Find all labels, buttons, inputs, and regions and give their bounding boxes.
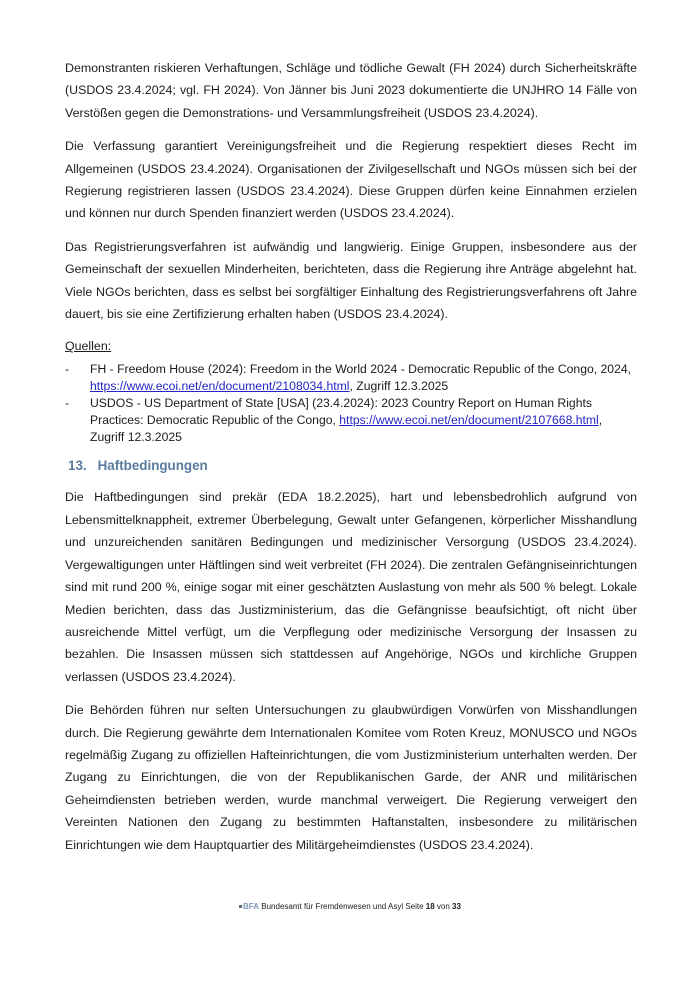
source-link[interactable]: https://www.ecoi.net/en/document/2108034.html: [90, 379, 350, 394]
document-body: [65, 57, 637, 867]
source-citation: [90, 361, 637, 395]
sources-list: [65, 361, 637, 446]
section-heading-haftbedingungen: [68, 456, 637, 476]
footer-page-label: Seite: [405, 902, 426, 911]
list-bullet: -: [65, 396, 70, 411]
paragraph-detention-conditions: Die Haftbedingungen sind prekär (EDA 18.2.2025), hart und lebensbedrohlich aufgrund von Lebensmittelknappheit, extremer Überbelegung, Gewalt unter Gefangenen, körperlicher Misshandlung und unzureichenden sanitären Bedingungen und medizinischer Versorgung (USDOS 23.4.2024). Vergewaltigungen unter Häftlingen sind weit verbreitet (FH 2024). Die zentralen Gefängniseinrichtungen sind mit rund 200 %, einige sogar mit einer geschätzten Auslastung von mehr als 500 % belegt. Lokale Medien berichten, dass das Justizministerium, das die Gefängnisse beaufsichtigt, oft nicht über ausreichende Mittel verfügt, um die Verpflegung oder medizinische Versorgung der Insassen zu bezahlen. Die Insassen müssen sich stattdessen auf Angehörige, NGOs und kirchliche Gruppen verlassen (USDOS 23.4.2024).: [65, 490, 637, 684]
sources-section: [65, 336, 637, 446]
paragraph-authorities-access: Die Behörden führen nur selten Untersuchungen zu glaubwürdigen Vorwürfen von Misshandlungen durch. Die Regierung gewährte dem Internationalen Komitee vom Roten Kreuz, MONUSCO und NGOs regelmäßig Zugang zu offiziellen Hafteinrichtungen, die vom Justizministerium unterhalten werden. Der Zugang zu Einrichtungen, die von der Republikanischen Garde, der ANR und militärischen Geheimdiensten betrieben werden, wurde manchmal verweigert. Die Regierung verweigert den Vereinten Nationen den Zugang zu bestimmten Haftanstalten, insbesondere zu militärischen Einrichtungen wie dem Hauptquartier des Militärgeheimdienstes (USDOS 23.4.2024).: [65, 703, 637, 852]
footer-of-label: von: [434, 902, 453, 911]
bfa-logo-text: BFA: [243, 902, 260, 911]
paragraph-registration: Das Registrierungsverfahren ist aufwändig und langwierig. Einige Gruppen, insbesondere aus der Gemeinschaft der sexuellen Minderheiten, berichteten, dass die Regierung ihre Anträge abgelehnt hat. Viele NGOs berichten, dass es selbst bei sorgfältiger Einhaltung des Registrierungsverfahrens oft Jahre dauert, bis sie eine Zertifizierung erhalten haben (USDOS 23.4.2024).: [65, 239, 637, 322]
list-item-source-fh: [65, 361, 637, 395]
footer-page-total: 33: [452, 902, 461, 911]
source-link[interactable]: https://www.ecoi.net/en/document/2107668.html: [339, 413, 599, 428]
source-citation-text: USDOS - US Department of State [USA] (23.4.2024): 2023 Country Report on Human Rights Practices: Democratic Republic of the Congo,: [90, 396, 592, 428]
source-citation-text: FH - Freedom House (2024): Freedom in the World 2024 - Democratic Republic of the Congo, 2024,: [90, 362, 632, 377]
source-citation: [90, 395, 637, 446]
list-bullet: -: [65, 362, 70, 377]
section-number: 13.: [68, 458, 87, 474]
source-access-date: , Zugriff 12.3.2025: [349, 379, 449, 394]
bfa-logo-icon: [239, 905, 242, 908]
paragraph-association-freedom: Die Verfassung garantiert Vereinigungsfreiheit und die Regierung respektiert dieses Recht im Allgemeinen (USDOS 23.4.2024). Organisationen der Zivilgesellschaft und NGOs müssen sich bei der Regierung registrieren lassen (USDOS 23.4.2024). Diese Gruppen dürfen keine Einnahmen erzielen und können nur durch Spenden finanziert werden (USDOS 23.4.2024).: [65, 139, 637, 221]
list-item-source-usdos: [65, 395, 637, 446]
page-footer: [0, 901, 700, 912]
sources-heading: Quellen:: [65, 339, 112, 354]
paragraph-demonstrations: Demonstranten riskieren Verhaftungen, Schläge und tödliche Gewalt (FH 2024) durch Sicherheitskräfte (USDOS 23.4.2024; vgl. FH 2024). Von Jänner bis Juni 2023 dokumentierte die UNJHRO 14 Fälle von Verstößen gegen die Demonstrations- und Versammlungsfreiheit (USDOS 23.4.2024).: [65, 61, 637, 120]
source-access-date: , Zugriff 12.3.2025: [90, 413, 603, 445]
footer-page-current: 18: [425, 902, 435, 911]
footer-org-name: Bundesamt für Fremdenwesen und Asyl: [259, 902, 406, 911]
section-title: Haftbedingungen: [97, 458, 208, 474]
